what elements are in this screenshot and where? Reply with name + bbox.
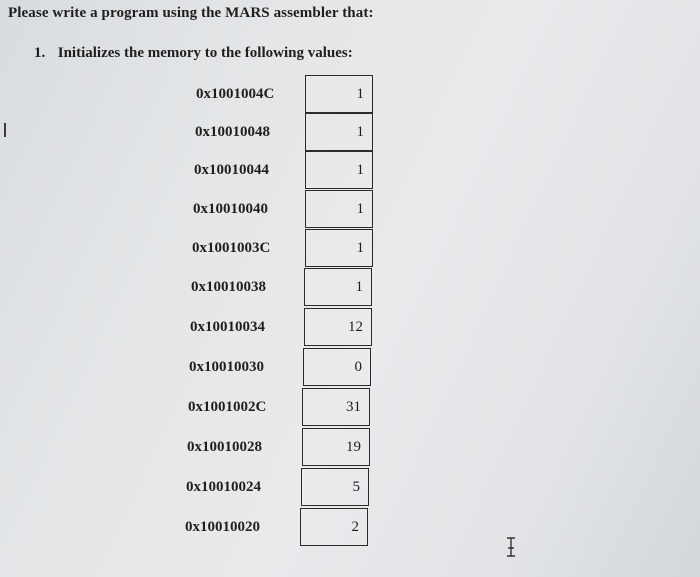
memory-value-cell: 2 bbox=[300, 508, 368, 546]
memory-address: 0x10010040 bbox=[193, 201, 268, 217]
memory-row bbox=[0, 113, 700, 151]
memory-value-cell: 0 bbox=[303, 348, 371, 386]
list-item-1 bbox=[34, 45, 353, 62]
memory-value-cell: 5 bbox=[301, 468, 369, 506]
memory-row bbox=[0, 388, 700, 426]
memory-address: 0x10010030 bbox=[189, 359, 264, 375]
memory-row bbox=[0, 348, 700, 386]
memory-address: 0x10010044 bbox=[194, 162, 269, 178]
question-heading: Please write a program using the MARS assembler that: bbox=[8, 5, 374, 21]
memory-row bbox=[0, 151, 700, 189]
memory-address: 0x10010038 bbox=[191, 279, 266, 295]
memory-value-cell: 31 bbox=[302, 388, 370, 426]
memory-address: 0x10010034 bbox=[190, 319, 265, 335]
memory-value-cell: 1 bbox=[305, 190, 373, 228]
memory-value-cell: 1 bbox=[305, 113, 373, 151]
memory-address: 0x10010024 bbox=[186, 479, 261, 495]
memory-address: 0x10010048 bbox=[195, 124, 270, 140]
memory-value-cell: 1 bbox=[305, 75, 373, 113]
memory-value-cell: 1 bbox=[305, 151, 373, 189]
memory-value-cell: 1 bbox=[305, 229, 373, 267]
memory-address: 0x10010028 bbox=[187, 439, 262, 455]
memory-row bbox=[0, 508, 700, 546]
list-item-number: 1. bbox=[34, 45, 46, 61]
memory-row bbox=[0, 75, 700, 113]
text-cursor-icon bbox=[505, 537, 517, 557]
memory-address: 0x10010020 bbox=[185, 519, 260, 535]
memory-row bbox=[0, 268, 700, 306]
memory-row bbox=[0, 428, 700, 466]
memory-address: 0x1001004C bbox=[196, 86, 275, 102]
memory-address: 0x1001003C bbox=[192, 240, 271, 256]
memory-value-cell: 12 bbox=[304, 308, 372, 346]
memory-row bbox=[0, 229, 700, 267]
list-item-text: Initializes the memory to the following values: bbox=[57, 45, 353, 61]
memory-row bbox=[0, 308, 700, 346]
memory-address: 0x1001002C bbox=[188, 399, 267, 415]
memory-value-cell: 19 bbox=[302, 428, 370, 466]
memory-row bbox=[0, 468, 700, 506]
memory-row bbox=[0, 190, 700, 228]
memory-value-cell: 1 bbox=[304, 268, 372, 306]
